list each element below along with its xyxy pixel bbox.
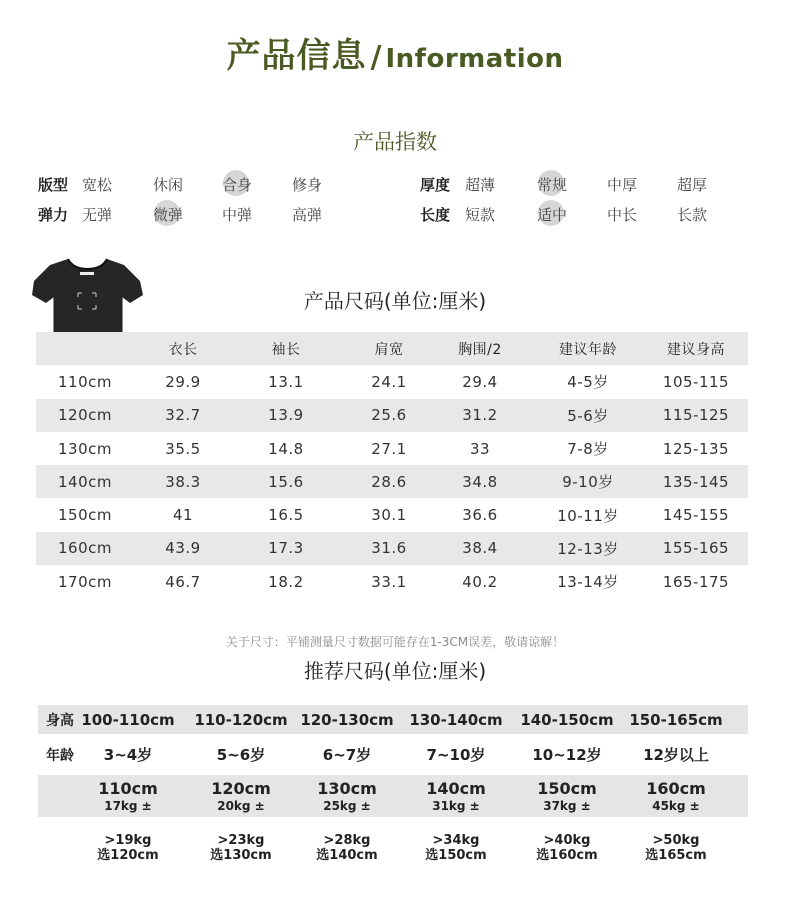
recommend-size-value: 120cm [211,779,271,798]
size-chart-cell: 14.8 [268,439,304,458]
recommend-over-cell [514,817,620,879]
index-option: 中厚 [607,176,638,194]
size-chart-header-cell: 建议年龄 [559,341,617,358]
size-chart-cell: 36.6 [462,506,498,525]
size-chart-cell: 30.1 [371,506,407,525]
index-option: 无弹 [82,206,113,224]
recommend-age-cell [514,734,620,775]
recommend-age-cell [188,734,294,775]
recommend-height-row [38,705,748,734]
recommend-height-cell [294,705,400,734]
size-chart-cell: 135-145 [662,472,730,491]
size-chart-cell: 33.1 [371,572,407,591]
index-option: 常规 [537,176,568,194]
recommend-age-value: 10~12岁 [532,746,602,764]
size-chart-cell: 31.6 [371,539,407,558]
index-option: 适中 [537,206,568,224]
recommend-age-cell [75,734,181,775]
recommend-age-cell [403,734,509,775]
size-chart-row [36,498,748,531]
recommend-age-value: 7~10岁 [426,746,486,764]
recommend-height-cell [514,705,620,734]
size-chart-cell: 24.1 [371,372,407,391]
size-chart-row [36,565,748,598]
size-chart-header-cell [35,332,135,365]
index-option: 休闲 [153,176,184,194]
size-chart-cell: 28.6 [371,472,407,491]
size-chart-cell: 130cm [58,439,112,458]
size-chart-cell: 115-125 [662,406,730,425]
size-chart-cell: 150cm [58,506,112,525]
size-chart-header-cell: 衣长 [168,341,198,358]
recommend-size-cell [75,775,181,817]
measurement-note: 关于尺寸：平铺测量尺寸数据可能存在1-3CM误差，敬请谅解！ [225,635,565,649]
title-cn: 产品信息 [226,36,367,76]
recommend-age-value: 3~4岁 [103,746,153,764]
recommend-size-cell [188,775,294,817]
index-label: 长度 [420,206,451,224]
recommend-over-weight: >40kg [543,833,591,848]
index-option: 超薄 [465,176,496,194]
size-chart-table [36,332,748,598]
size-chart-cell: 15.6 [268,472,304,491]
size-chart-header-cell: 胸围/2 [458,341,502,358]
size-chart-header-row [36,332,748,365]
size-chart-header-cell: 袖长 [271,341,301,358]
recommend-size-cell [294,775,400,817]
recommend-age-label: 年龄 [46,747,74,764]
recommend-size-value: 130cm [317,779,377,798]
recommend-over-row [38,817,748,879]
size-chart-cell: 31.2 [462,406,498,425]
recommend-height-cell [623,705,729,734]
recommend-height-value: 120-130cm [300,710,394,729]
index-option: 修身 [292,176,323,194]
recommend-over-pick: 选165cm [645,848,707,863]
index-option: 高弹 [292,206,323,224]
size-chart-cell: 16.5 [268,506,304,525]
recommend-age-value: 12岁以上 [643,746,709,764]
recommend-over-pick: 选120cm [97,848,159,863]
index-label: 版型 [38,176,69,194]
index-option: 合身 [222,176,253,194]
recommend-age-value: 6~7岁 [322,746,372,764]
recommend-over-pick: 选140cm [316,848,378,863]
recommend-age-cell [294,734,400,775]
size-chart-cell: 105-115 [662,372,730,391]
recommend-height-value: 110-120cm [194,710,288,729]
recommend-size-weight: 37kg ± [543,799,591,813]
recommend-size-value: 150cm [537,779,597,798]
size-chart-cell: 7-8岁 [567,440,609,459]
index-label: 厚度 [420,176,451,194]
size-chart-cell: 38.3 [165,472,201,491]
recommend-over-cell [294,817,400,879]
size-chart-cell: 34.8 [462,472,498,491]
size-chart-cell: 5-6岁 [567,406,609,425]
recommend-size-weight: 20kg ± [217,799,265,813]
product-index-title: 产品指数 [353,130,437,154]
size-chart-cell: 29.9 [165,372,201,391]
recommend-size-value: 140cm [426,779,486,798]
size-chart-cell: 165-175 [662,572,730,591]
recommend-over-cell [623,817,729,879]
recommend-over-cell [75,817,181,879]
recommend-over-pick: 选130cm [210,848,272,863]
recommend-over-weight: >50kg [652,833,700,848]
size-chart-cell: 18.2 [268,572,304,591]
index-option: 超厚 [677,176,708,194]
recommend-over-pick: 选160cm [536,848,598,863]
size-chart-cell: 29.4 [462,372,498,391]
size-chart-title: 产品尺码(单位:厘米) [303,289,487,313]
index-option: 短款 [465,206,496,224]
size-chart-cell: 33 [469,439,491,458]
recommend-age-row [38,734,748,775]
size-chart-cell: 17.3 [268,539,304,558]
size-chart-cell: 43.9 [165,539,201,558]
recommend-table [38,705,748,879]
recommend-over-weight: >19kg [104,833,152,848]
recommend-height-value: 150-165cm [629,710,723,729]
recommend-height-cell [75,705,181,734]
size-chart-cell: 13.1 [268,372,304,391]
size-chart-cell: 10-11岁 [557,506,619,525]
size-chart-row [36,465,748,498]
size-chart-cell: 9-10岁 [562,473,614,492]
size-chart-cell: 125-135 [662,439,730,458]
recommend-height-value: 140-150cm [520,710,614,729]
recommend-age-value: 5~6岁 [216,746,266,764]
recommend-height-label: 身高 [46,712,74,729]
size-chart-cell: 4-5岁 [567,373,609,392]
recommend-size-weight: 17kg ± [104,799,152,813]
size-chart-cell: 13.9 [268,406,304,425]
size-chart-cell: 40.2 [462,572,498,591]
size-chart-cell: 155-165 [662,539,730,558]
recommend-size-row [38,775,748,817]
size-chart-cell: 120cm [58,406,112,425]
size-chart-cell: 13-14岁 [557,573,619,592]
recommend-height-cell [403,705,509,734]
recommend-size-value: 160cm [646,779,706,798]
recommend-over-pick: 选150cm [425,848,487,863]
page-title [0,28,790,77]
recommend-size-cell [403,775,509,817]
size-chart-cell: 160cm [58,539,112,558]
size-chart-cell: 32.7 [165,406,201,425]
title-separator: / [370,40,382,75]
index-option: 微弹 [153,206,184,224]
size-chart-row [36,532,748,565]
index-label: 弹力 [38,206,69,224]
recommend-age-cell [623,734,729,775]
size-chart-cell: 41 [172,506,194,525]
size-chart-cell: 35.5 [165,439,201,458]
index-option: 宽松 [82,176,113,194]
recommend-size-value: 110cm [98,779,158,798]
recommend-height-value: 130-140cm [409,710,503,729]
recommend-over-weight: >28kg [323,833,371,848]
recommend-height-cell [188,705,294,734]
size-chart-header-cell: 肩宽 [374,341,404,358]
recommend-over-cell [188,817,294,879]
recommend-size-cell [514,775,620,817]
size-chart-cell: 27.1 [371,439,407,458]
size-chart-row [36,399,748,432]
size-chart-cell: 12-13岁 [557,539,619,558]
recommend-over-weight: >23kg [217,833,265,848]
title-en: Information [385,44,564,74]
recommend-over-cell [403,817,509,879]
recommend-height-value: 100-110cm [81,710,175,729]
index-option: 中弹 [222,206,253,224]
size-chart-cell: 46.7 [165,572,201,591]
size-chart-row [36,432,748,465]
index-option: 中长 [607,206,638,224]
size-chart-row [36,365,748,398]
size-chart-cell: 38.4 [462,539,498,558]
recommend-size-cell [623,775,729,817]
recommend-size-weight: 31kg ± [432,799,480,813]
recommend-over-weight: >34kg [432,833,480,848]
size-chart-cell: 145-155 [662,506,730,525]
size-chart-cell: 140cm [58,472,112,491]
size-chart-cell: 25.6 [371,406,407,425]
size-chart-cell: 110cm [58,372,112,391]
recommend-title: 推荐尺码(单位:厘米) [303,659,487,683]
size-chart-header-cell: 建议身高 [667,341,725,358]
recommend-size-weight: 45kg ± [652,799,700,813]
recommend-size-weight: 25kg ± [323,799,371,813]
index-option: 长款 [677,206,708,224]
size-chart-cell: 170cm [58,572,112,591]
